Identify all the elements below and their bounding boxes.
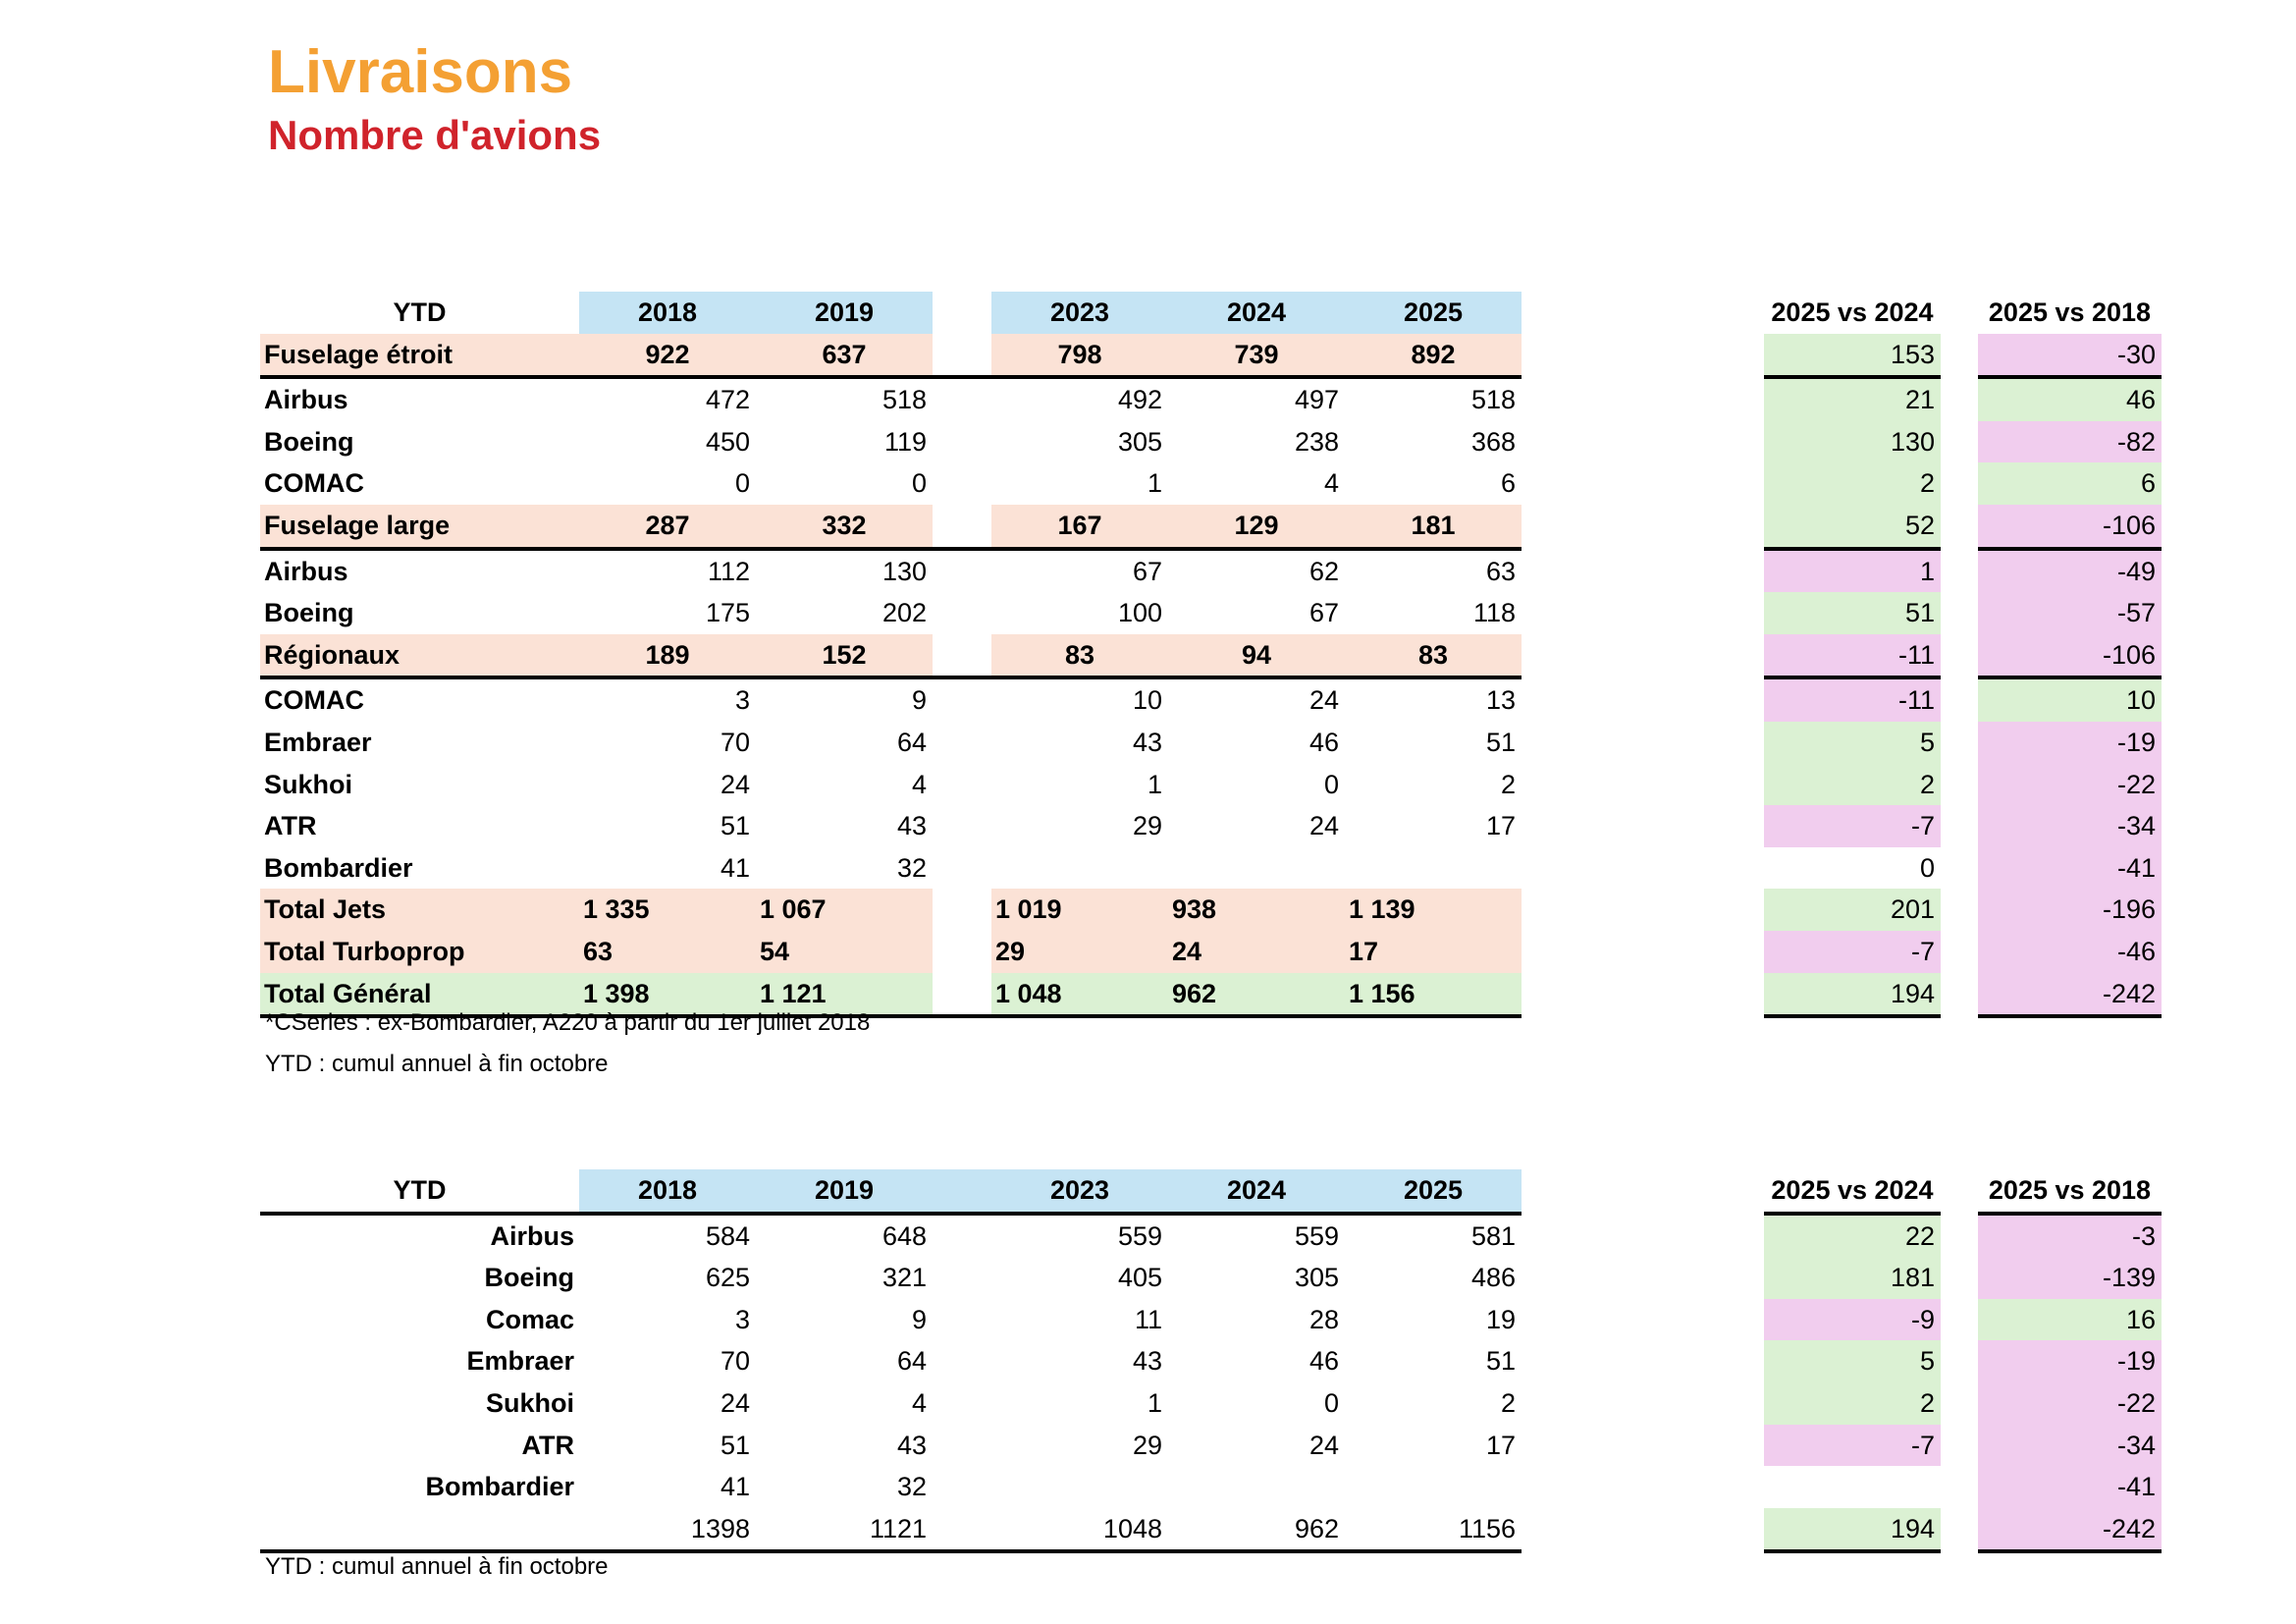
footnote-cseries: *CSeries : ex-Bombardier, A220 à partir du 1er juillet 2018 [265, 1009, 871, 1036]
cell-value: 4 [1323, 468, 1339, 499]
cell-value: 46 [1308, 727, 1339, 757]
cell-value: 492 [1117, 385, 1162, 415]
row-label: Boeing [264, 426, 354, 457]
table-row [260, 889, 1522, 931]
cell-value: 1156 [1458, 1513, 1516, 1543]
cell-value: 2 [1500, 1387, 1516, 1418]
cmp-cell [1978, 1508, 2162, 1554]
cell-value: 43 [1132, 1346, 1162, 1377]
cmp-cell [1764, 1340, 1941, 1382]
cell-value: 6 [1500, 468, 1516, 499]
ytd-header: YTD [393, 1175, 447, 1205]
cell-value: 739 [1234, 339, 1279, 369]
cmp-cell [1764, 722, 1941, 764]
cmp-cell [1764, 1216, 1941, 1258]
cell-value: 305 [1294, 1263, 1339, 1293]
table-row [260, 1216, 1522, 1258]
page-title: Livraisons [268, 38, 573, 106]
cell-value: 24 [720, 769, 750, 799]
table-row [260, 334, 1522, 380]
cmp-cell [1764, 1257, 1941, 1299]
row-label: Total Jets [264, 894, 387, 925]
cell-value: 1 067 [760, 894, 827, 925]
cell-value: 43 [896, 811, 927, 841]
cell-value: 152 [822, 639, 867, 670]
table-row [260, 847, 1522, 890]
cmp-cell [1978, 764, 2162, 806]
header-row [260, 1169, 1522, 1216]
cmp-value: 2 [1919, 468, 1935, 499]
cmp-value: 2 [1919, 769, 1935, 799]
cmp-cell [1764, 847, 1941, 890]
cmp-cell [1978, 634, 2162, 680]
cell-value: 67 [1308, 598, 1339, 628]
cmp-value: -22 [2116, 769, 2156, 799]
cell-value: 4 [911, 769, 927, 799]
cmp-value: -7 [1910, 936, 1935, 966]
row-label: Total Turboprop [264, 936, 465, 966]
cmp-cell [1764, 505, 1941, 551]
cell-value: 29 [1132, 1430, 1162, 1460]
year-header-2024: 2024 [1226, 1175, 1287, 1205]
cell-value: 9 [911, 1304, 927, 1334]
row-label: Boeing [484, 1263, 574, 1293]
cmp-value: 181 [1890, 1263, 1935, 1293]
row-label: Comac [485, 1304, 574, 1334]
cell-value: 486 [1470, 1263, 1516, 1293]
cmp-value: -41 [2116, 1472, 2156, 1502]
cell-value: 100 [1117, 598, 1162, 628]
cell-value: 559 [1117, 1220, 1162, 1251]
table-row [260, 634, 1522, 680]
cmp-value: -9 [1910, 1304, 1935, 1334]
cmp-value: -22 [2116, 1387, 2156, 1418]
row-label: Sukhoi [485, 1387, 574, 1418]
year-header-2018: 2018 [637, 298, 698, 327]
cell-value: 1 335 [583, 894, 650, 925]
cell-value [1168, 847, 1345, 890]
cmp-value: -139 [2102, 1263, 2156, 1293]
cell-value [1168, 1466, 1345, 1508]
cmp-header: 2025 vs 2024 [1771, 1175, 1934, 1205]
footnote-ytd: YTD : cumul annuel à fin octobre [265, 1051, 609, 1077]
cell-value: 41 [720, 1472, 750, 1502]
cell-value: 3 [734, 1304, 750, 1334]
cmp-cell [1764, 1425, 1941, 1467]
page-subtitle: Nombre d'avions [268, 112, 602, 158]
cmp-cell [1978, 379, 2162, 421]
cmp-cell [1764, 462, 1941, 505]
year-header-2019: 2019 [814, 1175, 875, 1205]
cmp-cell [1764, 764, 1941, 806]
cell-value: 962 [1172, 978, 1217, 1008]
row-label: Airbus [490, 1220, 574, 1251]
cell-value: 29 [1132, 811, 1162, 841]
cmp-value: -106 [2102, 639, 2156, 670]
cell-value: 24 [1308, 685, 1339, 716]
cmp-cell [1978, 889, 2162, 931]
table-row [260, 1257, 1522, 1299]
row-label: COMAC [264, 685, 364, 716]
cmp-value: 16 [2125, 1304, 2156, 1334]
cmp-cell [1978, 1340, 2162, 1382]
comparison2-2025-vs-2018 [1978, 1169, 2162, 1553]
header-row [260, 292, 1522, 334]
cmp-cell [1764, 1508, 1941, 1554]
table-row [260, 379, 1522, 421]
cmp-header: 2025 vs 2024 [1771, 298, 1934, 327]
cell-value: 518 [1470, 385, 1516, 415]
cmp-cell [1764, 889, 1941, 931]
cmp-value: 51 [1904, 598, 1935, 628]
cell-value: 62 [1308, 556, 1339, 586]
cell-value: 70 [720, 727, 750, 757]
cmp-cell [1978, 334, 2162, 380]
cell-value: 2 [1500, 769, 1516, 799]
cmp-cell [1978, 805, 2162, 847]
cmp-value: -34 [2116, 1430, 2156, 1460]
table-row [260, 462, 1522, 505]
row-label: Airbus [264, 385, 348, 415]
cmp-cell [1978, 1257, 2162, 1299]
cell-value: 1 [1147, 769, 1162, 799]
table-row [260, 1425, 1522, 1467]
cell-value: 9 [911, 685, 927, 716]
cell-value: 17 [1485, 1430, 1516, 1460]
cmp-value: -19 [2116, 727, 2156, 757]
cell-value: 648 [881, 1220, 927, 1251]
cmp-cell [1978, 931, 2162, 973]
cell-value: 1 398 [583, 978, 650, 1008]
comparison-2025-vs-2024 [1764, 292, 1941, 1018]
row-label: Sukhoi [264, 769, 353, 799]
year-header-2024: 2024 [1226, 298, 1287, 327]
cell-value: 17 [1485, 811, 1516, 841]
cmp-cell [1978, 551, 2162, 593]
cmp-cell [1978, 462, 2162, 505]
cell-value: 118 [1472, 598, 1516, 628]
row-label: Régionaux [264, 639, 400, 670]
row-label: COMAC [264, 468, 364, 499]
table-row [260, 1382, 1522, 1425]
row-label: Bombardier [264, 852, 413, 883]
cmp-value: -11 [1897, 685, 1935, 716]
table-row [260, 1299, 1522, 1341]
cell-value: 64 [896, 727, 927, 757]
year-header-2025: 2025 [1403, 298, 1464, 327]
cmp-value: 10 [2125, 685, 2156, 716]
cell-value: 625 [705, 1263, 750, 1293]
cell-value: 51 [1485, 727, 1516, 757]
cmp-value: 21 [1904, 385, 1935, 415]
cell-value: 518 [881, 385, 927, 415]
row-label: Fuselage large [264, 510, 451, 540]
cmp-header: 2025 vs 2018 [1988, 298, 2152, 327]
cell-value: 202 [881, 598, 927, 628]
row-label: Embraer [466, 1346, 574, 1377]
cmp-header: 2025 vs 2018 [1988, 1175, 2152, 1205]
cmp-cell [1978, 505, 2162, 551]
cell-value: 54 [760, 936, 790, 966]
cell-value: 1 019 [995, 894, 1062, 925]
row-label: Total Général [264, 978, 432, 1008]
cell-value [1345, 1466, 1522, 1508]
cell-value: 64 [896, 1346, 927, 1377]
cell-value: 41 [720, 852, 750, 883]
cmp-cell [1764, 1466, 1941, 1508]
cell-value: 112 [707, 556, 750, 586]
cmp-header-row [1764, 292, 1941, 334]
cmp-value: -196 [2102, 894, 2156, 925]
cmp-value: -57 [2116, 598, 2156, 628]
cmp-cell [1764, 421, 1941, 463]
cell-value: 32 [896, 1472, 927, 1502]
cmp-cell [1978, 847, 2162, 890]
cmp-value: 5 [1919, 1346, 1935, 1377]
row-label: ATR [521, 1430, 574, 1460]
deliveries-table-by-manufacturer [260, 1169, 1522, 1553]
cell-value: 67 [1132, 556, 1162, 586]
cell-value: 24 [1308, 1430, 1339, 1460]
cell-value: 129 [1234, 510, 1279, 540]
cell-value: 584 [705, 1220, 750, 1251]
cell-value: 368 [1470, 426, 1516, 457]
cmp-value [1764, 1466, 1941, 1508]
footnote-ytd-2: YTD : cumul annuel à fin octobre [265, 1553, 609, 1580]
cell-value: 4 [911, 1387, 927, 1418]
cell-value: 130 [881, 556, 927, 586]
cmp-value: -106 [2102, 510, 2156, 540]
cell-value: 637 [822, 339, 867, 369]
year-header-2019: 2019 [814, 298, 875, 327]
cell-value: 181 [1411, 510, 1456, 540]
cmp-value: 46 [2125, 385, 2156, 415]
cell-value: 1121 [869, 1513, 927, 1543]
cmp-value: -242 [2102, 978, 2156, 1008]
cmp-value: 194 [1890, 978, 1935, 1008]
cell-value: 17 [1349, 936, 1379, 966]
comparison2-2025-vs-2024 [1764, 1169, 1941, 1553]
cmp-value: -30 [2116, 339, 2156, 369]
cmp-cell [1978, 1425, 2162, 1467]
deliveries-table-by-segment [260, 292, 1522, 1018]
cell-value [1345, 847, 1522, 890]
cell-value: 19 [1485, 1304, 1516, 1334]
cell-value: 0 [911, 468, 927, 499]
cmp-value: -7 [1910, 811, 1935, 841]
cmp-value: -242 [2102, 1513, 2156, 1543]
cmp-cell [1764, 551, 1941, 593]
cell-value: 43 [896, 1430, 927, 1460]
cmp-value: -7 [1910, 1430, 1935, 1460]
cmp-cell [1764, 379, 1941, 421]
cmp-value: -3 [2131, 1220, 2156, 1251]
cell-value: 559 [1294, 1220, 1339, 1251]
cell-value: 1 [1147, 468, 1162, 499]
cell-value: 63 [1485, 556, 1516, 586]
cell-value: 43 [1132, 727, 1162, 757]
cmp-cell [1978, 1216, 2162, 1258]
cell-value: 472 [705, 385, 750, 415]
cmp-value: 22 [1904, 1220, 1935, 1251]
cmp-cell [1978, 1382, 2162, 1425]
table-row [260, 505, 1522, 551]
cell-value: 0 [1323, 769, 1339, 799]
cell-value: 1 139 [1349, 894, 1415, 925]
cmp-cell [1764, 1299, 1941, 1341]
cell-value: 83 [1064, 639, 1095, 670]
table-row [260, 1340, 1522, 1382]
table-row [260, 764, 1522, 806]
cell-value: 321 [881, 1263, 927, 1293]
cmp-value: -34 [2116, 811, 2156, 841]
cmp-cell [1978, 973, 2162, 1019]
table-row [260, 679, 1522, 722]
row-label [260, 1508, 574, 1550]
cell-value: 24 [1172, 936, 1202, 966]
table-row [260, 592, 1522, 634]
cmp-value: -19 [2116, 1346, 2156, 1377]
cell-value: 0 [1323, 1387, 1339, 1418]
cmp-value: 194 [1890, 1513, 1935, 1543]
cmp-value: 201 [1890, 894, 1935, 925]
cell-value: 13 [1485, 685, 1516, 716]
cmp-cell [1978, 1466, 2162, 1508]
cell-value [991, 1466, 1168, 1508]
cmp-cell [1764, 334, 1941, 380]
table-row [260, 551, 1522, 593]
row-label: Airbus [264, 556, 348, 586]
table-row [260, 1466, 1522, 1508]
year-header-2023: 2023 [1049, 298, 1110, 327]
cell-value: 94 [1241, 639, 1272, 670]
cmp-value: -82 [2116, 426, 2156, 457]
cell-value: 51 [720, 811, 750, 841]
row-label: Fuselage étroit [264, 339, 454, 369]
cmp-header-row [1764, 1169, 1941, 1216]
cmp-value: 2 [1919, 1387, 1935, 1418]
cell-value: 1 156 [1349, 978, 1415, 1008]
cmp-value: -49 [2116, 556, 2156, 586]
row-label: Bombardier [425, 1472, 574, 1502]
cell-value [991, 847, 1168, 890]
row-label: ATR [264, 811, 317, 841]
table-row [260, 421, 1522, 463]
cmp-value: 1 [1919, 556, 1935, 586]
cmp-cell [1764, 679, 1941, 722]
cmp-value: 6 [2140, 468, 2156, 499]
cell-value: 238 [1294, 426, 1339, 457]
cmp-cell [1978, 592, 2162, 634]
cell-value: 1 121 [760, 978, 827, 1008]
cell-value: 922 [645, 339, 690, 369]
cell-value: 305 [1117, 426, 1162, 457]
ytd-header: YTD [393, 298, 447, 327]
table-row [260, 722, 1522, 764]
year-header-2018: 2018 [637, 1175, 698, 1205]
cmp-value: -41 [2116, 852, 2156, 883]
cell-value: 1048 [1102, 1513, 1162, 1543]
cmp-value: 130 [1890, 426, 1935, 457]
cell-value: 175 [705, 598, 750, 628]
cmp-value: 52 [1904, 510, 1935, 540]
cell-value: 24 [1308, 811, 1339, 841]
cmp-cell [1978, 421, 2162, 463]
cell-value: 51 [1485, 1346, 1516, 1377]
cell-value: 32 [896, 852, 927, 883]
table-row [260, 931, 1522, 973]
cell-value: 70 [720, 1346, 750, 1377]
cell-value: 0 [734, 468, 750, 499]
cell-value: 1 048 [995, 978, 1062, 1008]
cmp-cell [1764, 973, 1941, 1019]
cmp-header-row [1978, 1169, 2162, 1216]
cell-value: 332 [822, 510, 867, 540]
cmp-cell [1764, 805, 1941, 847]
cell-value: 10 [1132, 685, 1162, 716]
cell-value: 405 [1117, 1263, 1162, 1293]
year-header-2025: 2025 [1403, 1175, 1464, 1205]
cell-value: 119 [883, 426, 927, 457]
cell-value: 581 [1470, 1220, 1516, 1251]
cmp-cell [1764, 1382, 1941, 1425]
cmp-value: 153 [1890, 339, 1935, 369]
cell-value: 63 [583, 936, 614, 966]
cell-value: 189 [645, 639, 690, 670]
row-label: Embraer [264, 727, 372, 757]
cmp-cell [1764, 592, 1941, 634]
year-header-2023: 2023 [1049, 1175, 1110, 1205]
cell-value: 497 [1294, 385, 1339, 415]
cmp-cell [1978, 722, 2162, 764]
cell-value: 287 [645, 510, 690, 540]
cell-value: 51 [720, 1430, 750, 1460]
cell-value: 167 [1057, 510, 1102, 540]
cell-value: 3 [734, 685, 750, 716]
cmp-value: 5 [1919, 727, 1935, 757]
cell-value: 24 [720, 1387, 750, 1418]
cell-value: 46 [1308, 1346, 1339, 1377]
cmp-value: -46 [2116, 936, 2156, 966]
cmp-cell [1764, 931, 1941, 973]
cell-value: 1398 [690, 1513, 750, 1543]
cmp-cell [1978, 1299, 2162, 1341]
table-row [260, 805, 1522, 847]
cell-value: 892 [1411, 339, 1456, 369]
table-row [260, 1508, 1522, 1554]
row-label: Boeing [264, 598, 354, 628]
cell-value: 11 [1134, 1304, 1162, 1334]
cell-value: 450 [705, 426, 750, 457]
cell-value: 798 [1057, 339, 1102, 369]
cell-value: 938 [1172, 894, 1217, 925]
cmp-value: 0 [1919, 852, 1935, 883]
cmp-cell [1764, 634, 1941, 680]
cmp-header-row [1978, 292, 2162, 334]
cell-value: 1 [1147, 1387, 1162, 1418]
cell-value: 28 [1308, 1304, 1339, 1334]
cell-value: 962 [1294, 1513, 1339, 1543]
cell-value: 83 [1417, 639, 1449, 670]
cmp-cell [1978, 679, 2162, 722]
cmp-value: -11 [1897, 639, 1935, 670]
comparison-2025-vs-2018 [1978, 292, 2162, 1018]
cell-value: 29 [995, 936, 1026, 966]
